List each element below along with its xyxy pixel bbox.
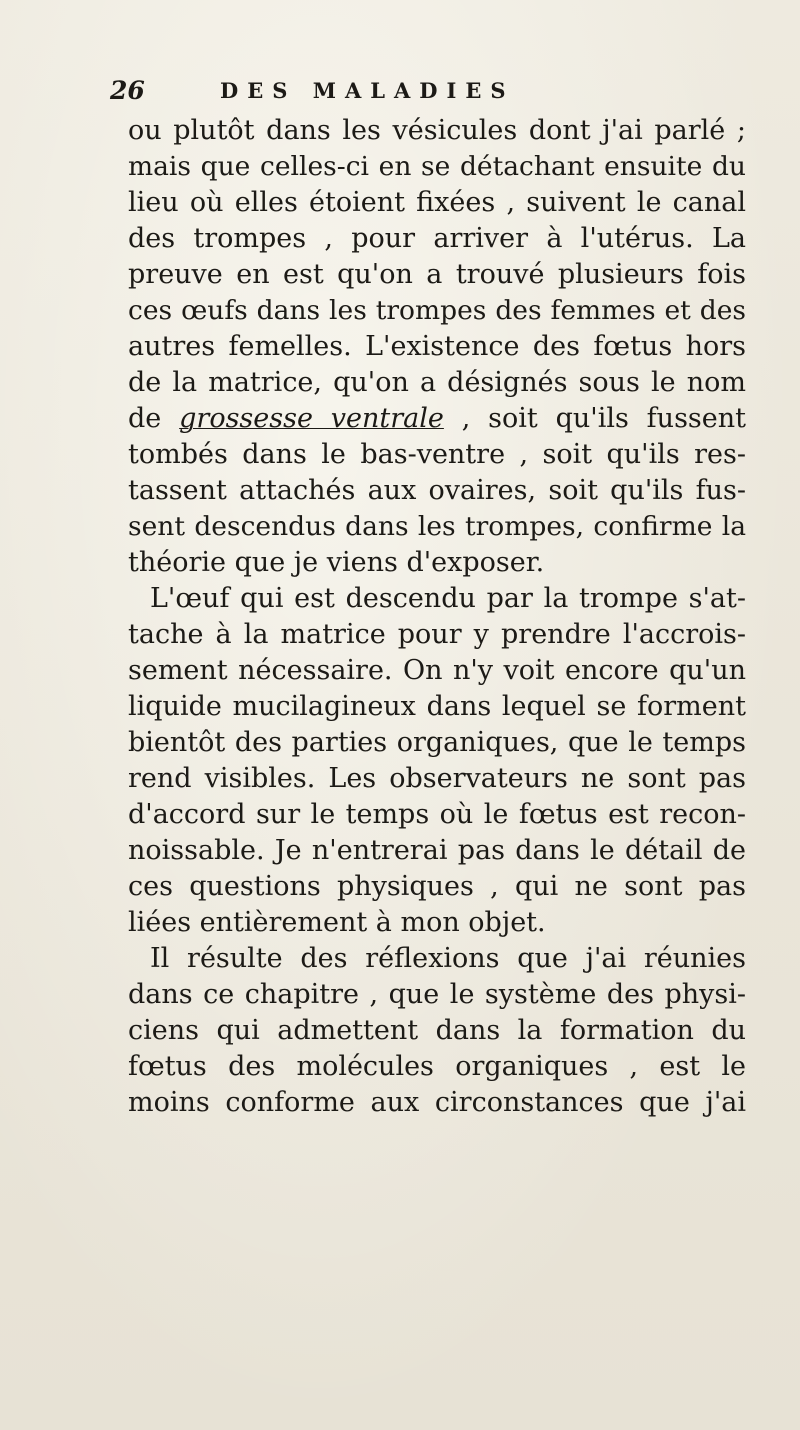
text-line: moins conforme aux circonstances que j'ai: [128, 1087, 746, 1118]
text-line: mais que celles-ci en se détachant ensuite du: [128, 151, 746, 182]
paragraph-start-line: Il résulte des réflexions que j'ai réunies: [150, 943, 746, 974]
text-line: fœtus des molécules organiques , est le: [128, 1051, 746, 1082]
text-line: ou plutôt dans les vésicules dont j'ai parlé ;: [128, 115, 746, 146]
text-line: théorie que je viens d'exposer.: [128, 547, 545, 578]
running-head: [110, 70, 650, 110]
text-line: ciens qui admettent dans la formation du: [128, 1015, 746, 1046]
text-line: ces questions physiques , qui ne sont pas: [128, 871, 746, 902]
text-line: autres femelles. L'existence des fœtus hors: [128, 331, 746, 362]
text-line: bientôt des parties organiques, que le temps: [128, 727, 746, 758]
text-line: noissable. Je n'entrerai pas dans le détail de: [128, 835, 746, 866]
text-line: preuve en est qu'on a trouvé plusieurs fois: [128, 259, 746, 290]
text-line: d'accord sur le temps où le fœtus est recon-: [128, 799, 746, 830]
body-text: [128, 113, 746, 1121]
text-run: de: [128, 403, 180, 434]
paragraph-start-line: L'œuf qui est descendu par la trompe s'at-: [150, 583, 746, 614]
text-line: de la matrice, qu'on a désignés sous le nom: [128, 367, 746, 398]
page-number: 26: [110, 75, 145, 105]
emphasized-term: grossesse ventrale: [179, 403, 444, 434]
text-line: tassent attachés aux ovaires, soit qu'ils fus-: [128, 475, 746, 506]
text-line: rend visibles. Les observateurs ne sont pas: [128, 763, 746, 794]
text-run: , soit qu'ils fussent: [443, 403, 746, 434]
text-line: lieu où elles étoient fixées , suivent le canal: [128, 187, 746, 218]
running-title: DES MALADIES: [220, 77, 515, 103]
text-line: des trompes , pour arriver à l'utérus. La: [128, 223, 746, 254]
text-line: tache à la matrice pour y prendre l'accrois-: [128, 619, 746, 650]
text-line: sement nécessaire. On n'y voit encore qu'un: [128, 655, 746, 686]
text-line: dans ce chapitre , que le système des physi-: [128, 979, 746, 1010]
text-line-with-emphasis: [128, 401, 746, 437]
text-line: liquide mucilagineux dans lequel se forment: [128, 691, 746, 722]
text-line: tombés dans le bas-ventre , soit qu'ils res-: [128, 439, 746, 470]
text-line: sent descendus dans les trompes, confirme la: [128, 511, 746, 542]
text-line: liées entièrement à mon objet.: [128, 907, 546, 938]
text-line: ces œufs dans les trompes des femmes et des: [128, 295, 746, 326]
